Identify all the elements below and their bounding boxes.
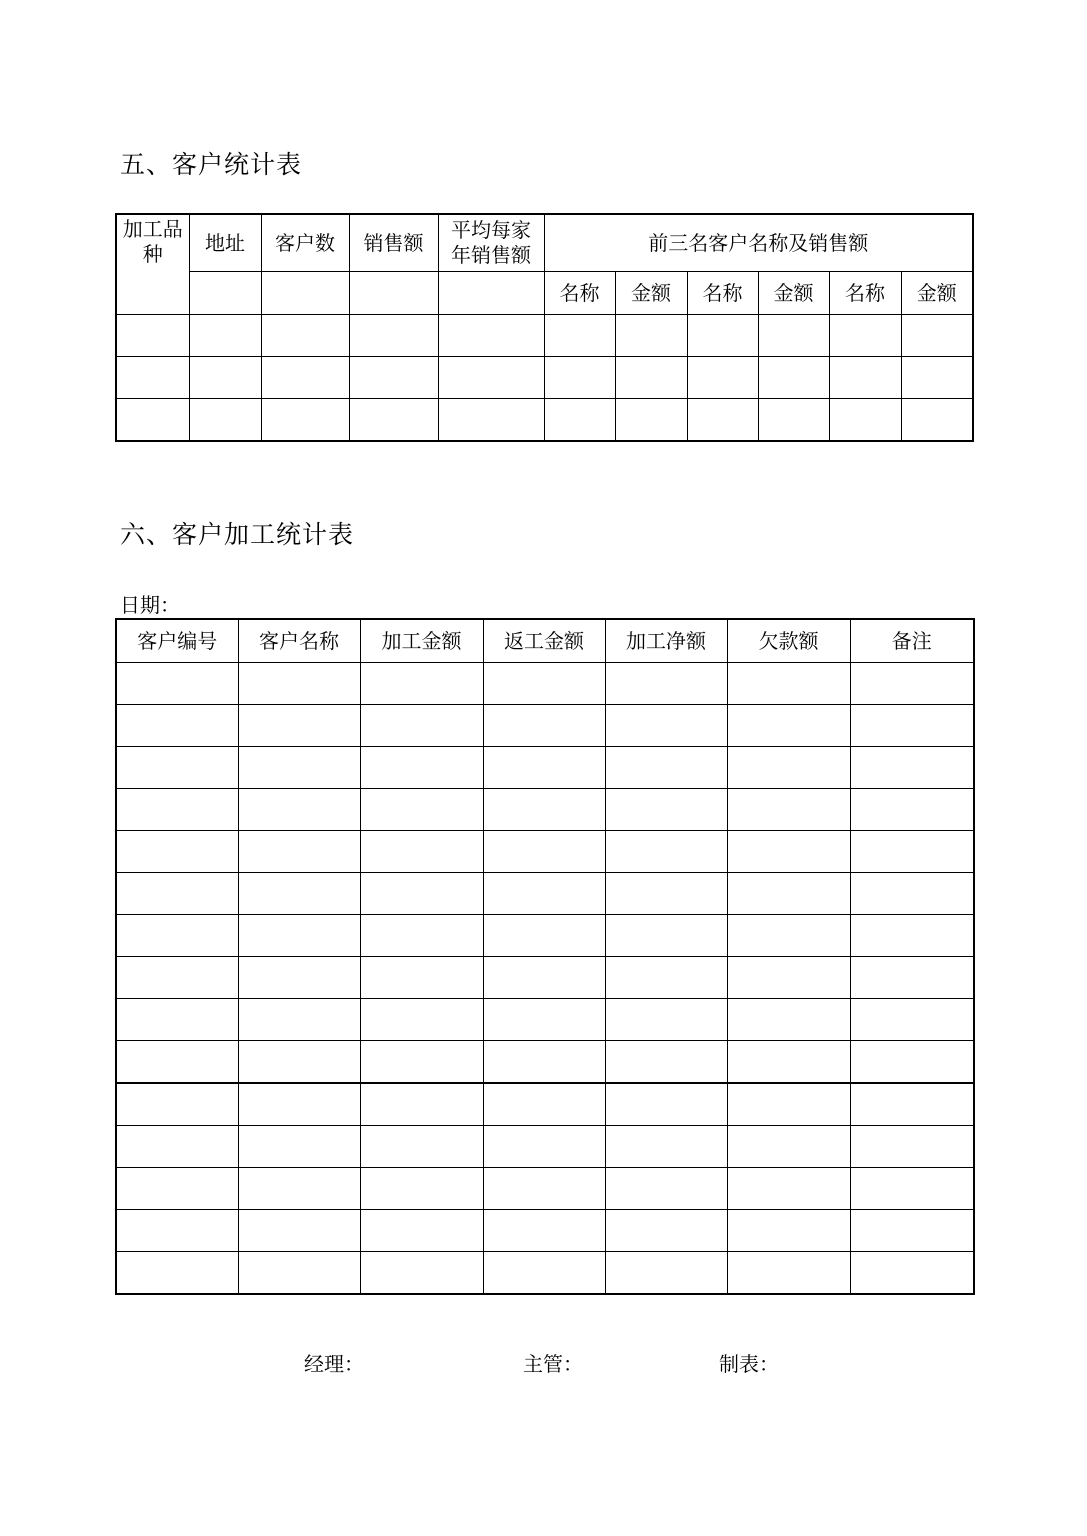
table-cell[interactable]	[116, 1210, 238, 1252]
table-cell[interactable]	[116, 831, 238, 873]
table-cell[interactable]	[605, 789, 727, 831]
table-cell[interactable]	[544, 399, 615, 442]
table-cell[interactable]	[483, 915, 605, 957]
table-cell[interactable]	[758, 315, 829, 357]
subheader-amount-1: 金额	[615, 272, 687, 315]
table-cell[interactable]	[850, 1083, 974, 1126]
table-row	[116, 315, 973, 357]
table-row	[116, 399, 973, 442]
table-cell[interactable]	[116, 747, 238, 789]
table-cell[interactable]	[850, 1210, 974, 1252]
table-cell[interactable]	[238, 789, 360, 831]
table-cell[interactable]	[727, 1126, 850, 1168]
table-cell[interactable]	[116, 915, 238, 957]
table-cell[interactable]	[189, 272, 261, 315]
table-cell[interactable]	[238, 747, 360, 789]
header-processing-amount: 加工金额	[360, 619, 483, 663]
header-address: 地址	[189, 214, 261, 272]
table-cell[interactable]	[605, 957, 727, 999]
table-row	[116, 1252, 974, 1295]
table-cell[interactable]	[238, 915, 360, 957]
header-row	[116, 619, 974, 663]
table-cell[interactable]	[483, 873, 605, 915]
table-cell[interactable]	[238, 663, 360, 705]
preparer-signature-label: 制表：	[719, 1352, 779, 1376]
table-cell[interactable]	[850, 915, 974, 957]
header-avg-sales: 平均每家年销售额	[438, 214, 544, 272]
table-cell[interactable]	[360, 1126, 483, 1168]
table-cell[interactable]	[438, 315, 544, 357]
table-cell[interactable]	[687, 357, 758, 399]
table-cell[interactable]	[483, 663, 605, 705]
table-cell[interactable]	[615, 357, 687, 399]
table-cell[interactable]	[116, 1126, 238, 1168]
table-cell[interactable]	[116, 1083, 238, 1126]
table-cell[interactable]	[238, 1168, 360, 1210]
table-cell[interactable]	[605, 1083, 727, 1126]
table-cell[interactable]	[238, 705, 360, 747]
table-cell[interactable]	[605, 1252, 727, 1295]
table-cell[interactable]	[758, 357, 829, 399]
header-customer-id: 客户编号	[116, 619, 238, 663]
table-cell[interactable]	[850, 1168, 974, 1210]
table-cell[interactable]	[850, 1252, 974, 1295]
table-cell[interactable]	[360, 663, 483, 705]
table-cell[interactable]	[727, 1210, 850, 1252]
table-cell[interactable]	[605, 999, 727, 1041]
section5-title: 五、客户统计表	[120, 150, 303, 179]
table-cell[interactable]	[483, 1126, 605, 1168]
table-cell[interactable]	[850, 957, 974, 999]
table-cell[interactable]	[483, 1041, 605, 1084]
section6-title: 六、客户加工统计表	[120, 520, 355, 549]
table-cell[interactable]	[116, 315, 189, 357]
subheader-name-1: 名称	[544, 272, 615, 315]
table-cell[interactable]	[850, 831, 974, 873]
table-cell[interactable]	[116, 399, 189, 442]
table-row	[116, 1168, 974, 1210]
subheader-name-2: 名称	[687, 272, 758, 315]
table-row	[116, 663, 974, 705]
table-cell[interactable]	[238, 1041, 360, 1084]
table-cell[interactable]	[615, 399, 687, 442]
manager-signature-label: 经理：	[304, 1352, 364, 1376]
header-rework-amount: 返工金额	[483, 619, 605, 663]
table-cell[interactable]	[360, 831, 483, 873]
table-cell[interactable]	[360, 1252, 483, 1295]
table-cell[interactable]	[727, 1252, 850, 1295]
table-cell[interactable]	[544, 315, 615, 357]
table-cell[interactable]	[360, 705, 483, 747]
header-customer-name: 客户名称	[238, 619, 360, 663]
table-cell[interactable]	[901, 315, 973, 357]
table-cell[interactable]	[483, 999, 605, 1041]
table-cell[interactable]	[349, 357, 438, 399]
table-cell[interactable]	[605, 747, 727, 789]
customer-statistics-table	[115, 213, 974, 442]
table-cell[interactable]	[360, 1083, 483, 1126]
table-cell[interactable]	[605, 1041, 727, 1084]
table-cell[interactable]	[850, 789, 974, 831]
customer-processing-table	[115, 618, 975, 1295]
table-cell[interactable]	[238, 831, 360, 873]
table-cell[interactable]	[901, 357, 973, 399]
table-cell[interactable]	[727, 999, 850, 1041]
table-cell[interactable]	[829, 315, 901, 357]
table-cell[interactable]	[605, 915, 727, 957]
table-row	[116, 999, 974, 1041]
table-cell[interactable]	[727, 663, 850, 705]
table-cell[interactable]	[116, 705, 238, 747]
table-cell[interactable]	[605, 705, 727, 747]
table-row	[116, 1083, 974, 1126]
table-cell[interactable]	[360, 1210, 483, 1252]
table-cell[interactable]	[189, 357, 261, 399]
table-cell[interactable]	[727, 915, 850, 957]
table-cell[interactable]	[605, 873, 727, 915]
table-cell[interactable]	[360, 1041, 483, 1084]
table-cell[interactable]	[360, 873, 483, 915]
header-net-processing: 加工净额	[605, 619, 727, 663]
table-cell[interactable]	[727, 747, 850, 789]
table-cell[interactable]	[116, 999, 238, 1041]
table-cell[interactable]	[238, 1210, 360, 1252]
table-cell[interactable]	[483, 831, 605, 873]
table-cell[interactable]	[901, 399, 973, 442]
table-cell[interactable]	[850, 1041, 974, 1084]
date-label: 日期：	[120, 593, 180, 617]
header-variety: 加工品种	[116, 214, 189, 315]
table-cell[interactable]	[850, 1126, 974, 1168]
table-cell[interactable]	[261, 315, 349, 357]
table-cell[interactable]	[483, 1083, 605, 1126]
table-row	[116, 915, 974, 957]
table-cell[interactable]	[615, 315, 687, 357]
table-cell[interactable]	[360, 957, 483, 999]
table-cell[interactable]	[727, 1168, 850, 1210]
header-customer-count: 客户数	[261, 214, 349, 272]
table-cell[interactable]	[850, 873, 974, 915]
table-cell[interactable]	[483, 1210, 605, 1252]
table-cell[interactable]	[438, 357, 544, 399]
table-cell[interactable]	[238, 873, 360, 915]
table-cell[interactable]	[349, 272, 438, 315]
table-cell[interactable]	[116, 1041, 238, 1084]
table-row	[116, 873, 974, 915]
table-cell[interactable]	[605, 1168, 727, 1210]
table-cell[interactable]	[261, 399, 349, 442]
table-cell[interactable]	[483, 1168, 605, 1210]
table-cell[interactable]	[544, 357, 615, 399]
table-cell[interactable]	[116, 873, 238, 915]
table-cell[interactable]	[687, 315, 758, 357]
table-row	[116, 705, 974, 747]
header-top3-customers: 前三名客户名称及销售额	[544, 214, 973, 272]
table-cell[interactable]	[349, 399, 438, 442]
table-cell[interactable]	[238, 1252, 360, 1295]
subheader-amount-2: 金额	[758, 272, 829, 315]
table-cell[interactable]	[349, 315, 438, 357]
table-cell[interactable]	[727, 705, 850, 747]
table-cell[interactable]	[605, 1210, 727, 1252]
table-cell[interactable]	[438, 399, 544, 442]
table-cell[interactable]	[850, 747, 974, 789]
table-cell[interactable]	[483, 705, 605, 747]
table-cell[interactable]	[116, 663, 238, 705]
table-row	[116, 357, 973, 399]
table-cell[interactable]	[116, 789, 238, 831]
table-cell[interactable]	[829, 399, 901, 442]
table-cell[interactable]	[189, 399, 261, 442]
table-row	[116, 1126, 974, 1168]
table-cell[interactable]	[727, 1083, 850, 1126]
table-cell[interactable]	[238, 999, 360, 1041]
table-cell[interactable]	[483, 747, 605, 789]
table-cell[interactable]	[238, 1083, 360, 1126]
table-cell[interactable]	[116, 957, 238, 999]
header-remarks: 备注	[850, 619, 974, 663]
header-sales: 销售额	[349, 214, 438, 272]
table-cell[interactable]	[727, 873, 850, 915]
table-cell[interactable]	[483, 957, 605, 999]
table-cell[interactable]	[687, 399, 758, 442]
table-cell[interactable]	[261, 272, 349, 315]
table-cell[interactable]	[850, 705, 974, 747]
table-row	[116, 831, 974, 873]
header-arrears: 欠款额	[727, 619, 850, 663]
table-cell[interactable]	[360, 915, 483, 957]
table-cell[interactable]	[116, 357, 189, 399]
table-row	[116, 1041, 974, 1084]
table-cell[interactable]	[483, 1252, 605, 1295]
table-cell[interactable]	[360, 1168, 483, 1210]
table-cell[interactable]	[727, 831, 850, 873]
table-row	[116, 747, 974, 789]
table-cell[interactable]	[438, 272, 544, 315]
table-cell[interactable]	[238, 957, 360, 999]
table-row	[116, 957, 974, 999]
table-cell[interactable]	[727, 789, 850, 831]
table-row	[116, 1210, 974, 1252]
table-cell[interactable]	[850, 663, 974, 705]
table-cell[interactable]	[360, 747, 483, 789]
table-cell[interactable]	[727, 957, 850, 999]
table-cell[interactable]	[238, 1126, 360, 1168]
subheader-amount-3: 金额	[901, 272, 973, 315]
table-row	[116, 789, 974, 831]
table-cell[interactable]	[605, 1126, 727, 1168]
subheader-name-3: 名称	[829, 272, 901, 315]
table-cell[interactable]	[116, 1252, 238, 1295]
table-cell[interactable]	[360, 789, 483, 831]
table-cell[interactable]	[483, 789, 605, 831]
table-cell[interactable]	[116, 1168, 238, 1210]
table-cell[interactable]	[360, 999, 483, 1041]
table-cell[interactable]	[829, 357, 901, 399]
table-cell[interactable]	[850, 999, 974, 1041]
table-cell[interactable]	[189, 315, 261, 357]
table-cell[interactable]	[261, 357, 349, 399]
table-cell[interactable]	[605, 831, 727, 873]
table-cell[interactable]	[605, 663, 727, 705]
table-cell[interactable]	[727, 1041, 850, 1084]
table-cell[interactable]	[758, 399, 829, 442]
supervisor-signature-label: 主管：	[523, 1352, 583, 1376]
